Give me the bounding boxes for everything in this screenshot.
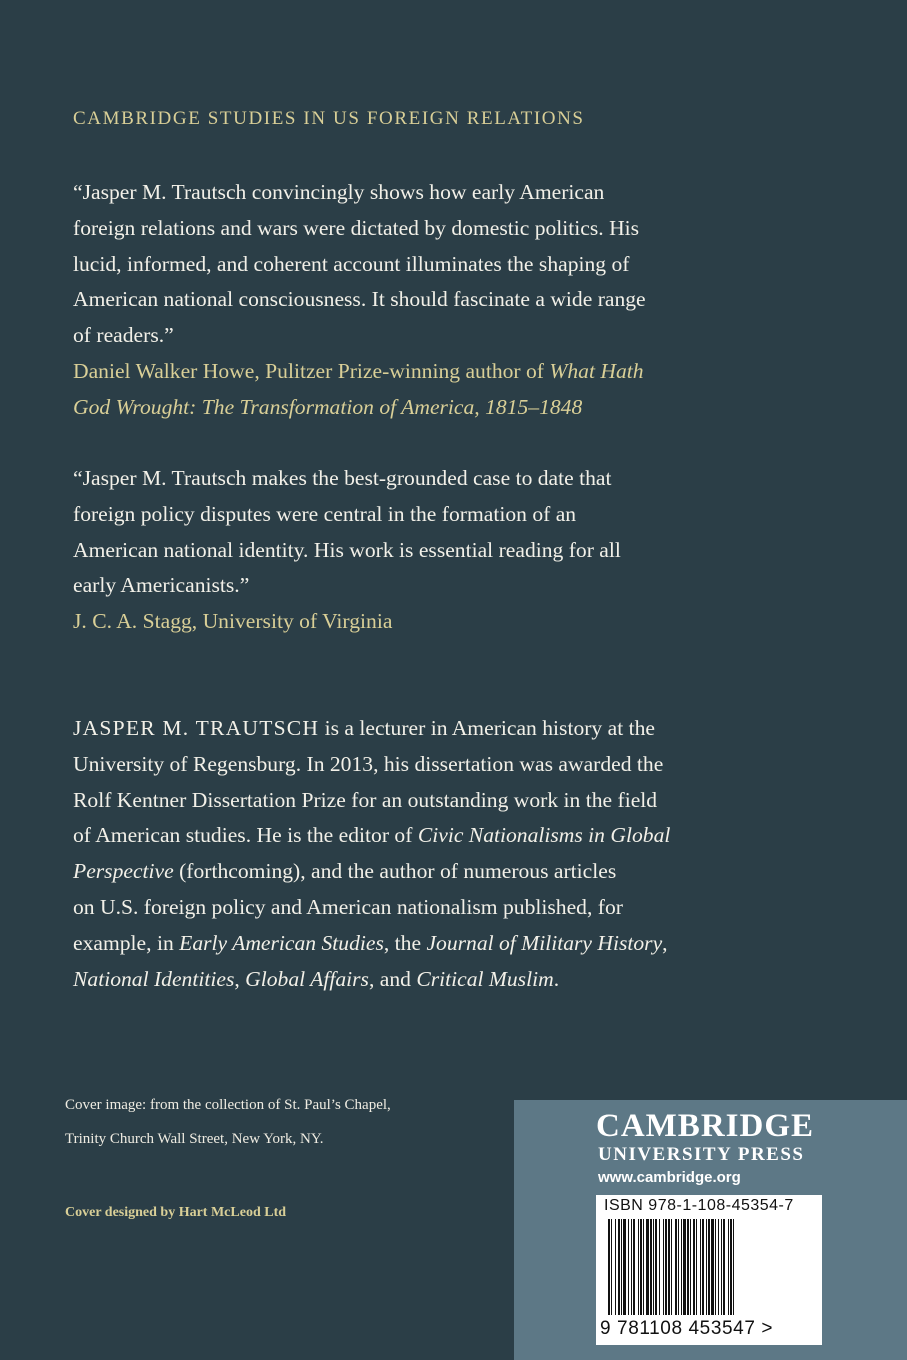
author-bio [73, 711, 833, 997]
journal-title: Early American Studies [179, 930, 384, 955]
bio-line [73, 926, 833, 962]
series-title: CAMBRIDGE STUDIES IN US FOREIGN RELATIONS [73, 108, 585, 129]
bio-text: , [662, 930, 668, 955]
bio-text: example, in [73, 930, 180, 955]
bio-line: University of Regensburg. In 2013, his dissertation was awarded the [73, 751, 664, 776]
journal-title: Global Affairs [245, 966, 369, 991]
bio-text: , and [368, 966, 417, 991]
bio-book-title: Perspective [73, 859, 174, 884]
quote-line: American national consciousness. It should fascinate a wide range [73, 287, 646, 312]
bio-line [73, 711, 833, 747]
journal-title: Critical Muslim [416, 966, 554, 991]
bio-text: of American studies. He is the editor of [73, 823, 418, 848]
quote-line: “Jasper M. Trautsch convincingly shows how early American [73, 180, 605, 204]
quote-attribution: J. C. A. Stagg, University of Virginia [73, 609, 393, 634]
quote-line: of readers.” [73, 323, 174, 348]
bio-text: (forthcoming), and the author of numerous articles [173, 859, 617, 884]
publisher-panel [514, 1100, 907, 1360]
quote-line: American national identity. His work is essential reading for all [73, 537, 621, 562]
bio-line [73, 854, 833, 890]
quote-line: early Americanists.” [73, 573, 250, 598]
quote-praise-stagg [73, 461, 833, 640]
publisher-logo-name: CAMBRIDGE [596, 1108, 815, 1144]
quote-line: foreign policy disputes were central in the formation of an [73, 501, 577, 526]
attribution-text: Daniel Walker Howe, Pulitzer Prize-winning author of [73, 358, 550, 383]
attribution-book-title: What Hath [549, 358, 644, 383]
cover-image-credit-cont: Trinity Church Wall Street, New York, NY. [65, 1131, 324, 1147]
bio-text: , the [383, 930, 427, 955]
bio-text: is a lecturer in American history at the [319, 716, 655, 740]
journal-title: National Identities [73, 966, 235, 991]
bio-line: on U.S. foreign policy and American nationalism published, for [73, 894, 623, 919]
quote-line: lucid, informed, and coherent account illuminates the shaping of [73, 251, 630, 276]
barcode-bars-icon [604, 1219, 816, 1317]
journal-title: Journal of Military History [426, 930, 663, 955]
bio-text: , [234, 966, 246, 991]
bio-line [73, 818, 833, 854]
bio-line: Rolf Kentner Dissertation Prize for an outstanding work in the field [73, 787, 658, 812]
cover-image-credit: Cover image: from the collection of St. Paul’s Chapel, [65, 1097, 391, 1113]
quote-attribution [73, 354, 833, 390]
isbn-label: ISBN 978-1-108-45354-7 [604, 1197, 794, 1214]
publisher-logo-subname: UNIVERSITY PRESS [598, 1144, 805, 1165]
publisher-website: www.cambridge.org [598, 1169, 741, 1186]
quote-line: “Jasper M. Trautsch makes the best-grounded case to date that [73, 466, 612, 490]
barcode-digits: 9 781108 453547 > [600, 1318, 774, 1339]
author-name: JASPER M. TRAUTSCH [73, 716, 320, 740]
quote-praise-howe [73, 175, 833, 426]
quote-line: foreign relations and wars were dictated by domestic politics. His [73, 215, 640, 240]
bio-book-title: Civic Nationalisms in Global [417, 823, 671, 848]
barcode [596, 1195, 822, 1345]
bio-text: . [553, 966, 560, 991]
bio-line [73, 962, 833, 998]
attribution-book-title-cont: God Wrought: The Transformation of America, 1815–1848 [73, 394, 583, 419]
cover-design-credit: Cover designed by Hart McLeod Ltd [65, 1205, 287, 1220]
